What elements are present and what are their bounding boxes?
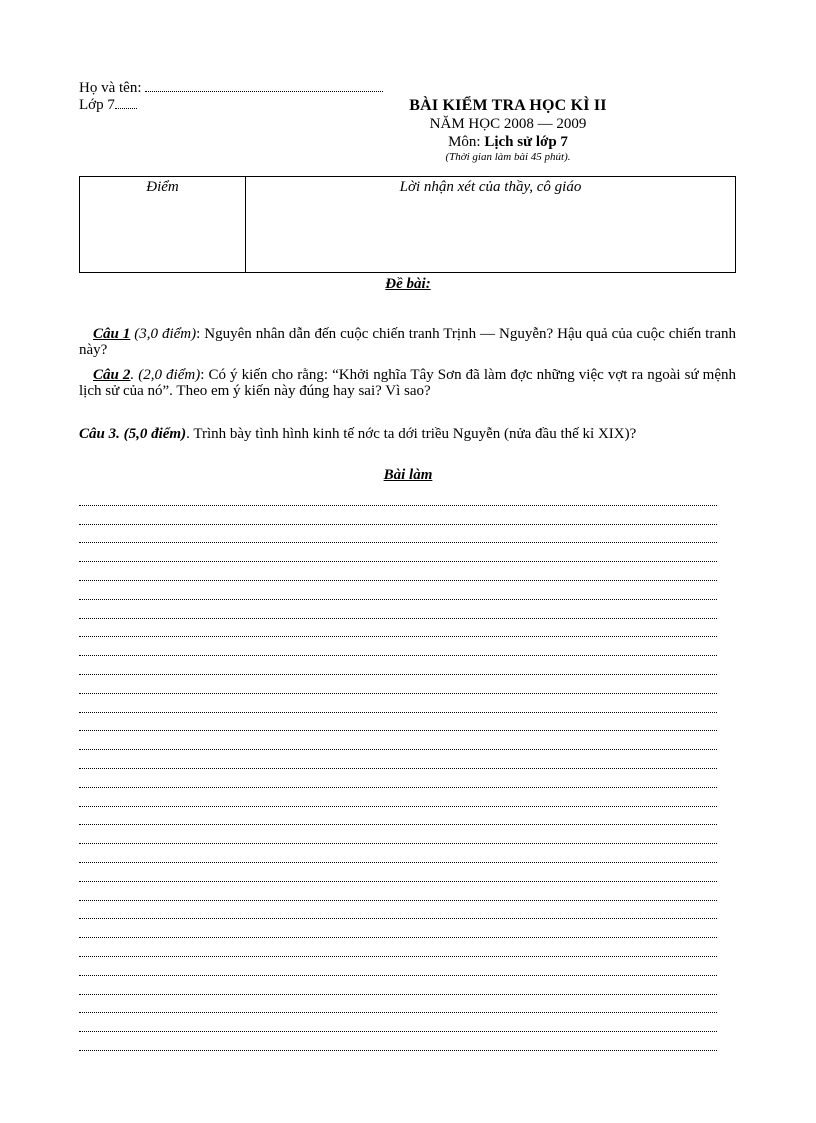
score-table: [79, 176, 736, 273]
question-1-label: Câu 1: [93, 326, 131, 342]
question-3-label: Câu 3. (5,0 điểm): [79, 426, 187, 442]
answer-line[interactable]: [79, 619, 717, 638]
class-label: Lớp 7: [79, 97, 115, 113]
subject-line: [380, 133, 636, 151]
answer-line[interactable]: [79, 957, 717, 976]
time-note: (Thời gian làm bài 45 phút).: [445, 151, 571, 163]
student-name-row: [79, 80, 383, 97]
answer-line[interactable]: [79, 562, 717, 581]
answer-line[interactable]: [79, 976, 717, 995]
answer-line[interactable]: [79, 769, 717, 788]
answer-line[interactable]: [79, 919, 717, 938]
question-3-text: . Trình bày tình hình kinh tế nớc ta dới triều Nguyễn (nửa đầu thế kỉ XIX)?: [186, 426, 637, 442]
answer-heading: Bài làm: [383, 467, 433, 483]
answer-line[interactable]: [79, 713, 717, 732]
answer-line[interactable]: [79, 525, 717, 544]
answer-lines: [79, 487, 717, 1051]
question-1-points: (3,0 điểm): [134, 326, 197, 342]
question-3: [79, 426, 736, 442]
answer-line[interactable]: [79, 600, 717, 619]
answer-line[interactable]: [79, 844, 717, 863]
comment-cell[interactable]: Lời nhận xét của thầy, cô giáo: [246, 177, 736, 273]
answer-line[interactable]: [79, 694, 717, 713]
question-2-label: Câu 2: [93, 367, 131, 383]
answer-line[interactable]: [79, 825, 717, 844]
exam-title: BÀI KIỂM TRA HỌC KÌ II: [409, 97, 607, 114]
student-class-row: [79, 97, 383, 114]
answer-line[interactable]: [79, 656, 717, 675]
answer-line[interactable]: [79, 637, 717, 656]
subject-name: Lịch sử lớp 7: [484, 134, 568, 150]
answer-line[interactable]: [79, 506, 717, 525]
answer-line[interactable]: [79, 938, 717, 957]
questions-heading: Đề bài:: [385, 276, 431, 292]
answer-line[interactable]: [79, 995, 717, 1014]
exam-header: [380, 97, 636, 164]
answer-line[interactable]: [79, 675, 717, 694]
student-info: [79, 80, 383, 114]
question-1-text: : Nguyên nhân dẫn đến cuộc chiến tranh Trịnh — Nguyễn? Hậu quả của cuộc chiến tranh này?: [79, 326, 736, 358]
subject-prefix: Môn:: [448, 134, 481, 150]
question-2-text: : Có ý kiến cho rằng: “Khởi nghĩa Tây Sơn đã làm đợc những việc vợt ra ngoài sứ mệnh lịch sử của nó”. Theo em ý kiến này đúng hay sai? Vì sao?: [79, 367, 736, 399]
answer-line[interactable]: [79, 901, 717, 920]
question-1: [79, 326, 736, 358]
school-year: NĂM HỌC 2008 — 2009: [429, 116, 587, 132]
answer-line[interactable]: [79, 1032, 717, 1051]
name-label: Họ và tên:: [79, 80, 142, 96]
answer-line[interactable]: [79, 750, 717, 769]
answer-line[interactable]: [79, 863, 717, 882]
answer-line[interactable]: [79, 581, 717, 600]
class-fill-line[interactable]: [115, 108, 137, 109]
answer-line[interactable]: [79, 807, 717, 826]
answer-line[interactable]: [79, 1013, 717, 1032]
answer-line[interactable]: [79, 543, 717, 562]
score-cell[interactable]: Điểm: [80, 177, 246, 273]
name-fill-line[interactable]: [145, 91, 383, 92]
question-2-points: . (2,0 điểm): [130, 367, 201, 383]
answer-line[interactable]: [79, 487, 717, 506]
answer-line[interactable]: [79, 882, 717, 901]
answer-line[interactable]: [79, 731, 717, 750]
answer-line[interactable]: [79, 788, 717, 807]
question-2: [79, 367, 736, 399]
